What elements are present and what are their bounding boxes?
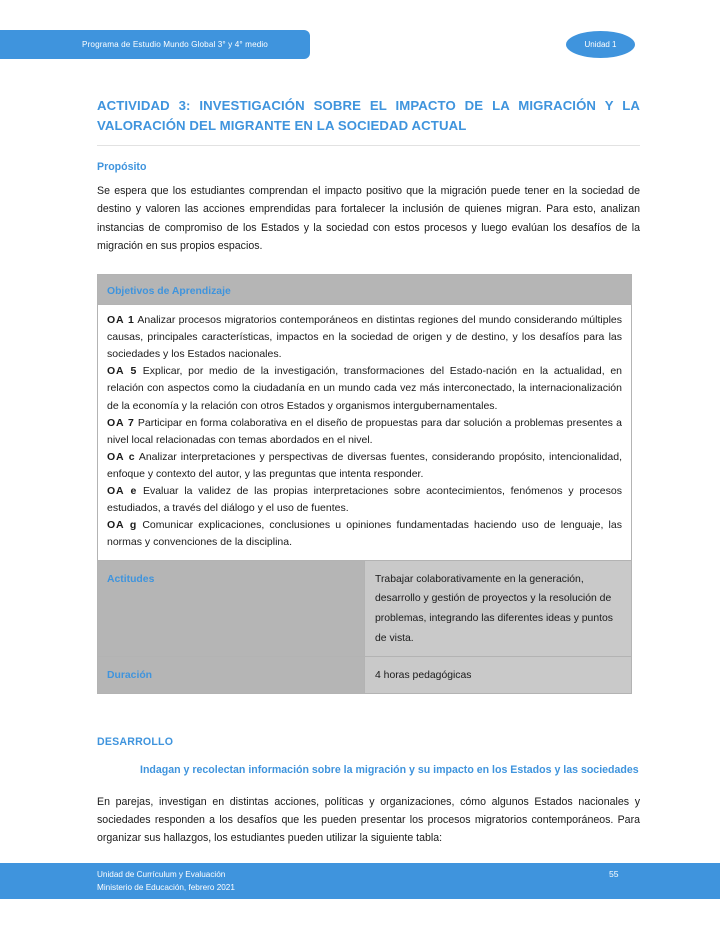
objetivos-header-label: Objetivos de Aprendizaje xyxy=(107,286,231,297)
list-item xyxy=(107,363,622,414)
table-row-actitudes xyxy=(98,560,632,656)
page-number: 55 xyxy=(609,869,619,879)
list-item xyxy=(107,312,622,363)
page-header xyxy=(0,0,720,88)
desarrollo-heading: DESARROLLO xyxy=(97,735,174,748)
page-title: ACTIVIDAD 3: INVESTIGACIÓN SOBRE EL IMPACTO DE LA MIGRACIÓN Y LA VALORACIÓN DEL MIGRANTE EN LA SOCIEDAD ACTUAL xyxy=(97,98,640,134)
proposito-paragraph: Se espera que los estudiantes comprendan el impacto positivo que la migración puede tener en la sociedad de destino y valoren las acciones emprendidas para fortalecer la inclusión de quienes migran. Para esto, analizan instancias de compromiso de los Estados y la sociedad con estos procesos y luego evalúan los desafíos de la migración en sus propios espacios. xyxy=(97,185,640,252)
list-item xyxy=(107,483,622,517)
actitudes-value: Trabajar colaborativamente en la generación, desarrollo y gestión de proyectos y la resolución de problemas, integrando las diferentes ideas y puntos de vista. xyxy=(375,573,613,645)
oa-text: Explicar, por medio de la investigación, transformaciones del Estado-nación en la actualidad, en relación con aspectos como la ciudadanía en un mundo cada vez más interconectado, la internacionalización de la economía y la relación con otros Estados y organismos intergubernamentales. xyxy=(107,365,622,412)
program-banner xyxy=(0,30,310,59)
duracion-value-cell xyxy=(365,656,632,693)
oa-text: Evaluar la validez de las propias interpretaciones sobre acontecimientos, fenómenos y procesos estudiados, a través del diálogo y el uso de fuentes. xyxy=(107,485,622,515)
oa-code: OA g xyxy=(107,519,138,532)
actitudes-value-cell xyxy=(365,560,632,656)
title-divider xyxy=(97,145,640,146)
proposito-heading: Propósito xyxy=(97,161,147,174)
table-row-duracion xyxy=(98,656,632,693)
actitudes-label: Actitudes xyxy=(107,573,155,585)
oa-code: OA e xyxy=(107,485,138,498)
page-footer xyxy=(0,863,720,899)
oa-code: OA 1 xyxy=(107,314,135,326)
table-row-header xyxy=(98,275,632,305)
objetivos-table xyxy=(97,274,632,694)
objetivos-header-cell xyxy=(98,275,632,305)
oa-code: OA c xyxy=(107,450,136,463)
duracion-label-cell xyxy=(98,656,365,693)
oa-code: OA 7 xyxy=(107,416,135,429)
list-item xyxy=(107,517,622,551)
list-item xyxy=(107,415,622,449)
oa-code: OA 5 xyxy=(107,365,138,378)
footer-line-1: Unidad de Currículum y Evaluación xyxy=(97,870,226,879)
table-row-objetivos xyxy=(98,305,632,561)
actitudes-label-cell xyxy=(98,560,365,656)
oa-text: Analizar interpretaciones y perspectivas de diversas fuentes, considerando propósito, intencionalidad, enfoque y contexto del autor, y las preguntas que intenta responder. xyxy=(107,450,622,480)
duracion-value: 4 horas pedagógicas xyxy=(375,669,472,681)
page-content xyxy=(97,96,640,858)
duracion-label: Duración xyxy=(107,669,153,681)
list-item xyxy=(107,449,622,483)
objetivos-body-cell xyxy=(98,305,632,561)
oa-text: Analizar procesos migratorios contemporáneos en distintas regiones del mundo considerando múltiples causas, principales características, impactos en la sociedad de origen y de destino, y los desafíos para las sociedades y los Estados nacionales. xyxy=(107,314,622,361)
unit-badge-label: Unidad 1 xyxy=(584,40,617,49)
unit-badge xyxy=(566,31,635,58)
program-banner-label: Programa de Estudio Mundo Global 3° y 4° medio xyxy=(82,40,268,49)
subactivity-heading: Indagan y recolectan información sobre la migración y su impacto en los Estados y las sociedades xyxy=(140,763,639,776)
footer-line-2: Ministerio de Educación, febrero 2021 xyxy=(97,882,235,892)
desarrollo-paragraph: En parejas, investigan en distintas acciones, políticas y organizaciones, cómo algunos Estados nacionales y sociedades responden a los desafíos que les pueden presentar los procesos migratorios contemporáneos. Para organizar sus hallazgos, los estudiantes pueden utilizar la siguiente tabla: xyxy=(97,795,640,845)
oa-text: Comunicar explicaciones, conclusiones u opiniones fundamentadas haciendo uso de lenguaje, las normas y convenciones de la disciplina. xyxy=(107,519,622,549)
oa-text: Participar en forma colaborativa en el diseño de propuestas para dar solución a problemas presentes a nivel local relacionadas con temas abordados en el nivel. xyxy=(107,416,622,446)
footer-attribution xyxy=(97,869,235,894)
